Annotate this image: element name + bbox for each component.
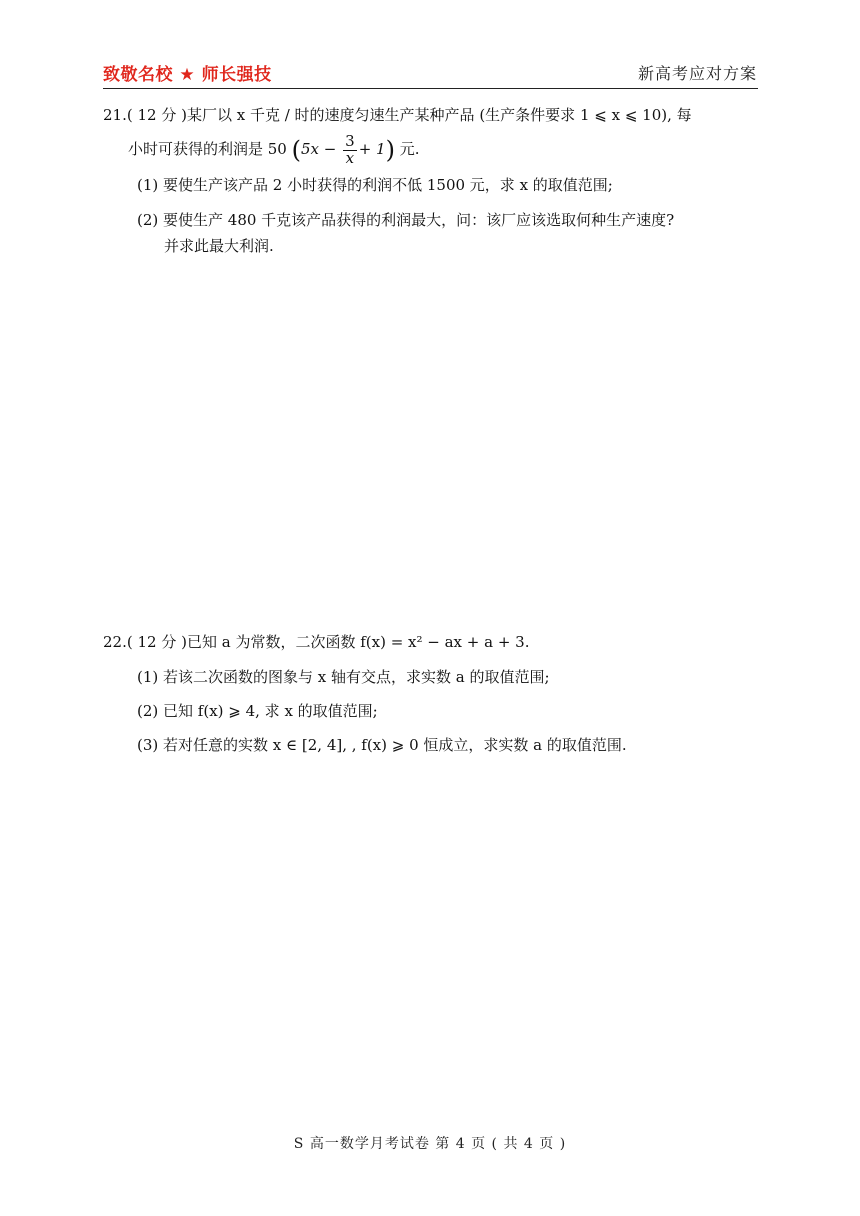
question-22-stem-line	[103, 630, 763, 654]
fraction-denominator: x	[345, 148, 355, 167]
question-22-sub-1	[137, 664, 762, 690]
question-21-sub-1-text: (1) 要使生产该产品 2 小时获得的利润不低 1500 元，求 x 的取值范围;	[137, 176, 613, 194]
question-22-sub-1-text: (1) 若该二次函数的图象与 x 轴有交点，求实数 a 的取值范围;	[137, 668, 550, 686]
header-school-motto: 致敬名校 ★ 师长强技	[103, 65, 272, 85]
question-21-stem-line-1	[103, 103, 763, 127]
question-21-stem-a: 某厂以 x 千克 / 时的速度匀速生产某种产品 (生产条件要求 1 ⩽ x ⩽ 10), 每	[186, 106, 692, 124]
header-divider	[103, 88, 758, 89]
question-21-score: ( 12 分 )	[126, 106, 187, 124]
page-footer: S 高一数学月考试卷 第 4 页 ( 共 4 页 )	[293, 1136, 567, 1152]
left-paren: (	[291, 136, 302, 164]
expr-left: 5x −	[301, 140, 337, 158]
question-21-stem-b: 小时可获得的利润是 50	[128, 140, 287, 158]
question-21-sub-1	[137, 172, 762, 198]
question-22-score: ( 12 分 )	[126, 633, 187, 651]
question-21-number: 21.	[103, 106, 127, 124]
right-paren: )	[385, 136, 395, 164]
question-22	[103, 630, 763, 654]
question-21	[103, 103, 763, 169]
question-21-sub-2	[137, 207, 762, 260]
question-21-stem-c: 元.	[399, 140, 420, 158]
question-22-stem: 已知 a 为常数，二次函数 f(x) = x² − ax + a + 3.	[186, 633, 530, 651]
question-22-sub-2	[137, 698, 762, 724]
header-series-title: 新高考应对方案	[637, 64, 757, 83]
question-21-stem-line-2	[103, 131, 763, 169]
question-22-sub-2-text: (2) 已知 f(x) ⩾ 4, 求 x 的取值范围;	[137, 702, 378, 720]
fraction-3-over-x	[343, 131, 357, 167]
question-22-number: 22.	[103, 633, 127, 651]
question-22-sub-3	[137, 732, 762, 758]
expr-right: + 1	[358, 140, 386, 158]
question-21-sub-2-line-2: 并求此最大利润.	[164, 237, 274, 256]
question-22-sub-3-text: (3) 若对任意的实数 x ∈ [2, 4], , f(x) ⩾ 0 恒成立，求实数 a 的取值范围.	[137, 736, 627, 754]
question-21-sub-2-line-1: (2) 要使生产 480 千克该产品获得的利润最大，问：该厂应该选取何种生产速度?	[137, 211, 675, 229]
fraction-numerator: 3	[345, 131, 355, 150]
